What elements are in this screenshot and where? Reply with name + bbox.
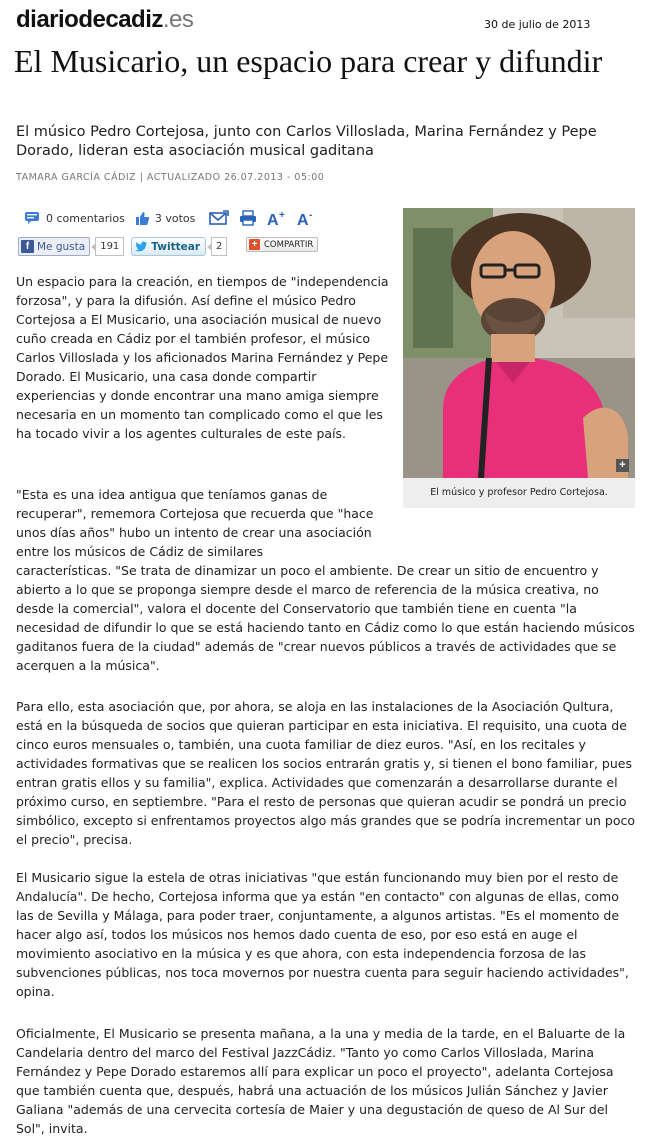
twitter-bird-icon	[135, 240, 148, 253]
paragraph-2-full-part: características. "Se trata de dinamizar un poco el ambiente. De crear un sitio de encuentro y abierto a lo que se proponga siempre desde el marco de referencia de la música creativa, no desde la comercial", valora el docente del Conservatorio que también tiene en cuenta "la necesidad de difundir lo que se está haciendo tanto en Cádiz como lo que están haciendo músicos gaditanos fuera de la ciudad" además de "crear nuevos públicos a través de actividades que se acerquen a la música".	[16, 563, 635, 673]
article-title: El Musicario, un espacio para crear y difundir	[14, 43, 603, 79]
logo-main: diariodecadiz	[16, 6, 163, 33]
article-subtitle: El músico Pedro Cortejosa, junto con Carlos Villoslada, Marina Fernández y Pepe Dorado, lideran esta asociación musical gaditana	[16, 124, 597, 159]
paragraph-2-narrow-part: "Esta es una idea antigua que teníamos ganas de recuperar", rememora Cortejosa que recuerda que "hace unos días años" hubo un intento de crear una asociación entre los músicos de Cádiz de similares	[16, 487, 374, 559]
paragraph-1: Un espacio para la creación, en tiempos de "independencia forzosa", y para la difusión. Así define el músico Pedro Cortejosa a El Musicario, una asociación musical de nuevo cuño creada en Cádiz por el también profesor, el músico Carlos Villoslada y los aficionados Marina Fernández y Pepe Dorado. El Musicario, una casa donde compartir experiencias y donde encontrar una mano amiga siempre necesaria en un momento tan complicado como el que les ha tocado vivir a los agentes culturales de este país.	[16, 274, 389, 441]
facebook-like-button[interactable]	[18, 237, 90, 256]
email-icon[interactable]	[209, 210, 229, 226]
paragraph-4: El Musicario sigue la estela de otras iniciativas "que están funcionando muy bien por el resto de Andalucía". De hecho, Cortejosa informa que ya están "en contacto" con algunas de ellas, como las de Sevilla y Málaga, para poder traer, conjuntamente, a algunos artistas. "Es el momento de hacer algo así, todos los músicos nos hemos dado cuenta de eso, por eso está en auge el movimiento asociativo en la música y es que ahora, con esta independencia forzosa de las subvenciones públicas, nos toca movernos por nuestra cuenta para seguir haciendo actividades", opina.	[16, 870, 629, 999]
publication-date: 30 de julio de 2013	[484, 18, 591, 31]
comment-icon[interactable]	[24, 211, 40, 225]
expand-photo-icon[interactable]: +	[616, 459, 629, 472]
twitter-tweet-label: Twittear	[151, 240, 201, 253]
site-logo[interactable]	[16, 6, 193, 34]
article-photo	[403, 208, 635, 508]
paragraph-2	[16, 485, 636, 675]
logo-suffix: .es	[162, 6, 194, 33]
thumbs-up-icon[interactable]	[135, 211, 150, 226]
svg-text:A: A	[297, 211, 309, 227]
twitter-tweet-count: 2	[211, 237, 227, 256]
photo-pedro-cortejosa[interactable]	[403, 208, 635, 478]
print-icon[interactable]	[239, 210, 257, 226]
facebook-like-count: 191	[95, 237, 124, 256]
twitter-tweet-button[interactable]	[131, 237, 206, 256]
social-bar	[18, 237, 314, 256]
share-label: COMPARTIR	[264, 239, 314, 250]
comments-count[interactable]: 0 comentarios	[46, 211, 125, 225]
photo-caption: El músico y profesor Pedro Cortejosa.	[403, 478, 635, 508]
portrait-illustration	[403, 208, 635, 478]
svg-text:-: -	[309, 209, 313, 221]
article-byline: TAMARA GARCÍA CÁDIZ | ACTUALIZADO 26.07.2013 - 05:00	[16, 172, 325, 183]
share-plus-icon: +	[249, 239, 260, 250]
font-increase-glyph: A	[267, 211, 279, 227]
votes-count[interactable]: 3 votos	[154, 211, 196, 225]
article-toolbar	[24, 208, 317, 228]
svg-text:+: +	[279, 209, 286, 221]
facebook-icon: f	[21, 240, 34, 253]
share-button[interactable]	[246, 237, 318, 252]
font-increase-icon[interactable]	[267, 210, 287, 227]
font-decrease-icon[interactable]	[297, 210, 317, 227]
paragraph-3: Para ello, esta asociación que, por ahora, se aloja en las instalaciones de la Asociación Qultura, está en la búsqueda de socios que quieran participar en esta iniciativa. El requisito, una cuota de cinco euros mensuales o, también, una cuota familiar de diez euros. "Así, en los recitales y actividades formativas que se realicen los socios entrarán gratis y, si tienen el bono familiar, pues entran gratis ellos y su familia", explica. Actividades que comenzarán a desarrollarse durante el próximo curso, en septiembre. "Para el resto de personas que quieran acudir se pondrá un precio simbólico, excepto si enfrentamos proyectos algo más grandes que se podría incrementar un poco el precio", precisa.	[16, 699, 636, 847]
facebook-like-label: Me gusta	[37, 240, 86, 253]
paragraph-5: Oficialmente, El Musicario se presenta mañana, a la una y media de la tarde, en el Baluarte de la Candelaria dentro del marco del Festival JazzCádiz. "Tanto yo como Carlos Villoslada, Marina Fernández y Pepe Dorado estaremos allí para explicar un poco el proyecto", adelanta Cortejosa que también cuenta que, después, habrá una actuación de los músicos Julián Sánchez y Javier Galiana "además de una cervecita cortesía de Maier y una degustación de queso de Al Sur del Sol", invita.	[16, 1026, 626, 1136]
